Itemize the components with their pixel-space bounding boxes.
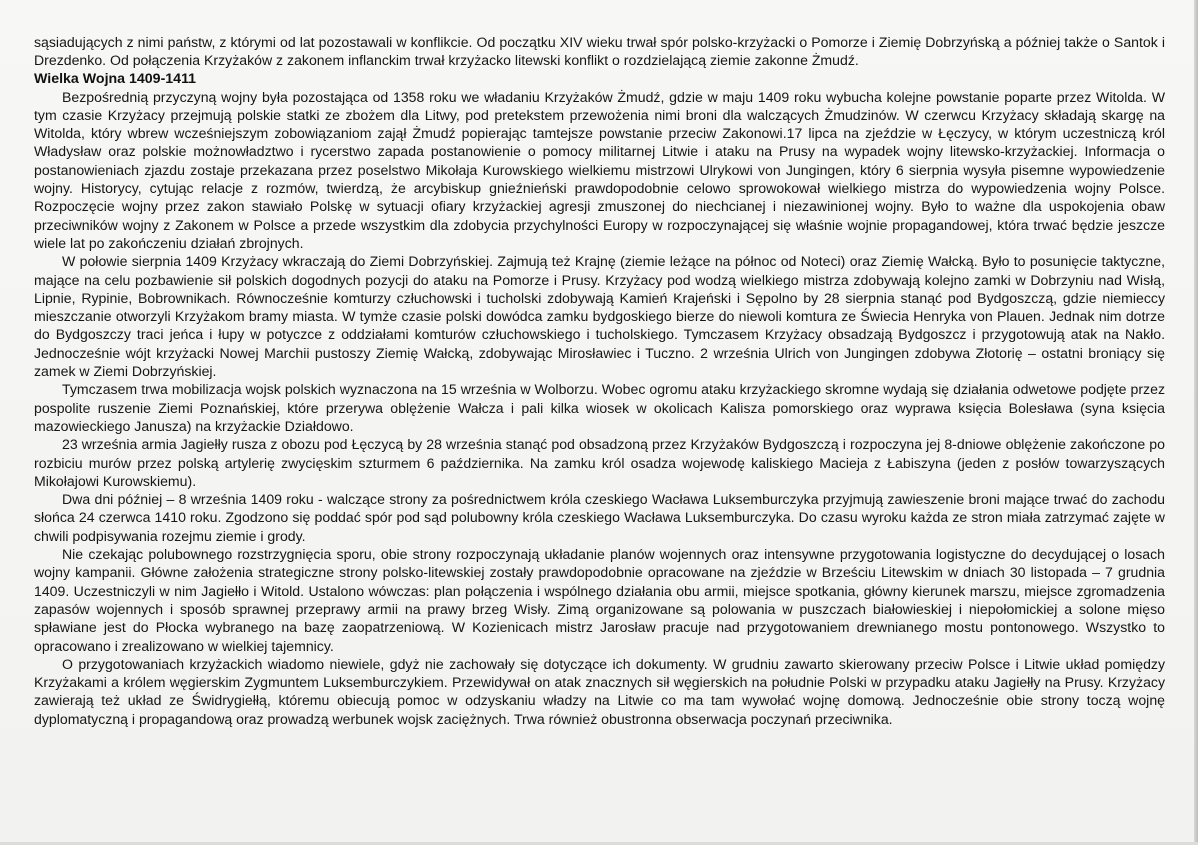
paragraph-mobilization: Tymczasem trwa mobilizacja wojsk polskich wyznaczona na 15 września w Wolborzu. Wobec ogromu ataku krzyżackiego skromne wydają się działania odwetowe podjęte przez pospolite ruszenie Ziemi Poznańskiej, które przerywa oblężenie Wałcza i pali kilka wiosek w okolicach Kalisza pomorskiego oraz wyprawa księcia Bolesława (syna księcia mazowieckiego Janusza) na krzyżackie Działdowo.	[34, 381, 1165, 434]
paragraph-august-invasion: W połowie sierpnia 1409 Krzyżacy wkraczają do Ziemi Dobrzyńskiej. Zajmują też Krajnę (ziemie leżące na północ od Noteci) oraz Ziemię Wałcką. Było to posunięcie taktyczne, mające na celu pozbawienie sił polskich dogodnych pozycji do ataku na Pomorze i Prusy. Krzyżacy pod wodzą wielkiego mistrza zdobywają kolejno zamki w Dobrzyniu nad Wisłą, Lipnie, Rypinie, Bobrownikach. Równocześnie komturzy człuchowski i tucholski zdobywają Kamień Krajeński i Sępolno by 28 sierpnia stanąć pod Bydgoszczą, gdzie niemieccy mieszczanie otworzyli Krzyżakom bramy miasta. W tymże czasie polski dowódca zamku bydgoskiego bierze do niewoli komtura ze Świecia Henryka von Plauen. Jednak nim dotrze do Bydgoszczy traci jeńca i łupy w potyczce z oddziałami komturów człuchowskiego i tucholskiego. Tymczasem Krzyżacy obsadzają Bydgoszcz i przygotowują atak na Nakło. Jednocześnie wójt krzyżacki Nowej Marchii pustoszy Ziemię Wałcką, zdobywając Mirosławiec i Tuczno. 2 września Ulrich von Jungingen zdobywa Złotorię – ostatni broniący się zamek w Ziemi Dobrzyńskiej.	[34, 253, 1165, 380]
paragraph-war-plans: Nie czekając polubownego rozstrzygnięcia sporu, obie strony rozpoczynają układanie planów wojennych oraz intensywne przygotowania logistyczne do decydującej o losach wojny kampanii. Główne założenia strategiczne strony polsko-litewskiej zostały prawdopodobnie opracowane na zjeździe w Brześciu Litewskim w dniach 30 listopada – 7 grudnia 1409. Uczestniczyli w nim Jagiełło i Witold. Ustalono wówczas: plan połączenia i wspólnego działania obu armii, miejsce spotkania, główny kierunek marszu, miejsce zgromadzenia zapasów wojennych i sposób sprawnej przeprawy armii na prawy brzeg Wisły. Zimą organizowane są polowania w puszczach białowieskiej i niepołomickiej a solone mięso spławiane jest do Płocka wybranego na bazę zaopatrzeniową. W Kozienicach mistrz Jarosław pracuje nad przygotowaniem drewnianego mostu pontonowego. Wszystko to opracowano i zrealizowano w wielkiej tajemnicy.	[34, 546, 1165, 654]
section-heading: Wielka Wojna 1409-1411	[34, 70, 197, 87]
intro-paragraph: sąsiadujących z nimi państw, z którymi od lat pozostawali w konflikcie. Od początku XIV wieku trwał spór polsko-krzyżacki o Pomorze i Ziemię Dobrzyńską a później także o Santok i Drezdenko. Od połączenia Krzyżaków z zakonem inflanckim trwał krzyżacko litewski konflikt o rozdzielającą ziemie zakonne Żmudź.	[34, 34, 1165, 69]
paragraph-teutonic-preparations: O przygotowaniach krzyżackich wiadomo niewiele, gdyż nie zachowały się dotyczące ich dokumenty. W grudniu zawarto skierowany przeciw Polsce i Litwie układ pomiędzy Krzyżakami a królem węgierskim Zygmuntem Luksemburczykiem. Przewidywał on atak znacznych sił węgierskich na południe Polski w przypadku ataku Jagiełły na Prusy. Krzyżacy zawierają też układ ze Świdrygiełłą, któremu obiecują pomoc w odzyskaniu władzy na Litwie co ma tam wywołać wojnę domową. Jednocześnie obie strony toczą wojnę dyplomatyczną i propagandową oraz prowadzą werbunek wojsk zaciężnych. Trwa również obustronna obserwacja poczynań przeciwnika.	[34, 655, 1165, 727]
paragraph-cause-of-war: Bezpośrednią przyczyną wojny była pozostająca od 1358 roku we władaniu Krzyżaków Żmudź, gdzie w maju 1409 roku wybucha kolejne powstanie poparte przez Witolda. W tym czasie Krzyżacy przejmują polskie statki ze zbożem dla Litwy, pod pretekstem przewożenia nimi broni dla walczących Żmudzinów. W czerwcu Krzyżacy składają skargę na Witolda, który wbrew wcześniejszym zobowiązaniom zajął Żmudź popierając tamtejsze powstanie przeciw Zakonowi.17 lipca na zjeździe w Łęczycy, w którym uczestniczą król Władysław oraz polskie możnowładztwo i rycerstwo zapada postanowienie o pomocy militarnej Litwie i ataku na Prusy na wypadek wojny litewsko-krzyżackiej. Informacja o postanowieniach zjazdu zostaje przekazana przez poselstwo Mikołaja Kurowskiego wielkiemu mistrzowi Ulrykowi von Jungingen, który 6 sierpnia wysyła pisemne wypowiedzenie wojny. Historycy, cytując relacje z rozmów, twierdzą, że arcybiskup gnieźnieński prawdopodobnie celowo sprowokował wielkiego mistrza do wypowiedzenia wojny Polsce. Rozpoczęcie wojny przez zakon stawiało Polskę w sytuacji ofiary krzyżackiej agresji zmuszonej do niechcianej i niezawinionej wojny. Było to ważne dla uspokojenia obaw przeciwników wojny z Zakonem w Polsce a przede wszystkim dla zdobycia przychylności Europy w rozpoczynającej się właśnie wojnie propagandowej, która trwać będzie jeszcze wiele lat po zakończeniu działań zbrojnych.	[34, 88, 1165, 251]
paragraph-siege-bydgoszcz: 23 września armia Jagiełły rusza z obozu pod Łęczycą by 28 września stanąć pod obsadzoną przez Krzyżaków Bydgoszczą i rozpoczyna jej 8-dniowe oblężenie zakończone po rozbiciu murów przez polską artylerię zwycięskim szturmem 6 października. Na zamku król osadza wojewodę kaliskiego Macieja z Łabiszyna (jeden z posłów towarzyszących Mikołajowi Kurowskiemu).	[34, 436, 1165, 489]
paragraph-ceasefire: Dwa dni później – 8 września 1409 roku - walczące strony za pośrednictwem króla czeskiego Wacława Luksemburczyka przyjmują zawieszenie broni mające trwać do zachodu słońca 24 czerwca 1410 roku. Zgodzono się poddać spór pod sąd polubowny króla czeskiego Wacława Luksemburczyka. Do czasu wyroku każda ze stron miała zatrzymać zajęte w chwili podpisywania rozejmu ziemie i grody.	[34, 491, 1165, 544]
document-body	[34, 33, 1165, 728]
page-edge-right	[1194, 0, 1198, 845]
